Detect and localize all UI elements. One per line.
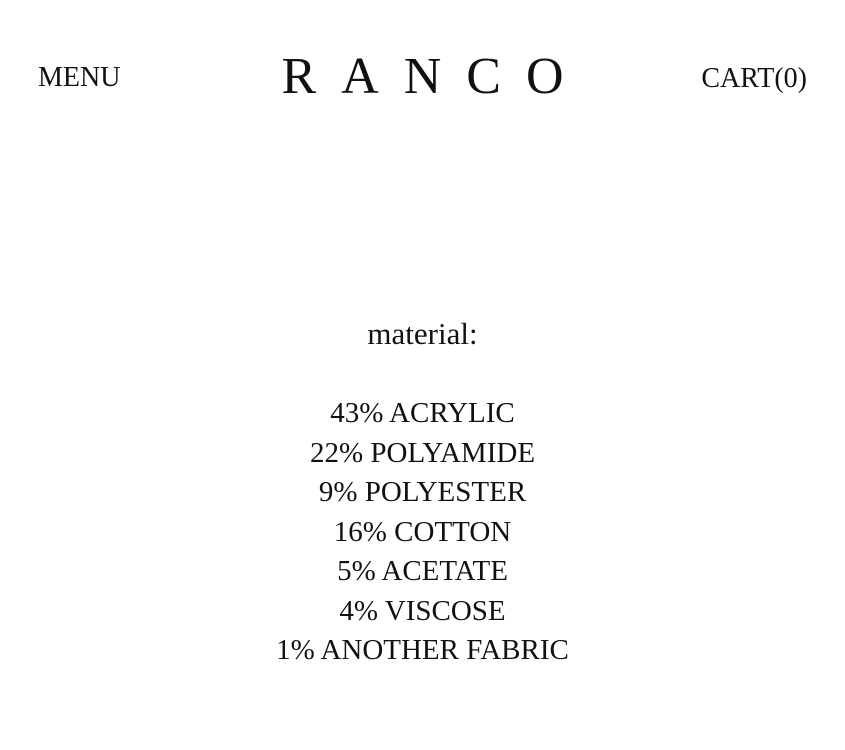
material-list [0,394,845,671]
material-item: 22% POLYAMIDE [309,436,536,469]
site-logo[interactable]: RANCO [281,48,589,105]
material-item: 4% VISCOSE [339,594,506,627]
material-item: 43% ACRYLIC [330,397,515,429]
material-item: 1% ANOTHER FABRIC [276,634,569,666]
menu-button[interactable]: MENU [38,62,121,93]
material-item: 5% ACETATE [337,555,508,587]
material-item: 16% COTTON [333,515,512,548]
material-heading: material: [367,316,478,351]
material-item: 9% POLYESTER [318,476,527,508]
cart-button[interactable]: CART(0) [701,63,807,94]
